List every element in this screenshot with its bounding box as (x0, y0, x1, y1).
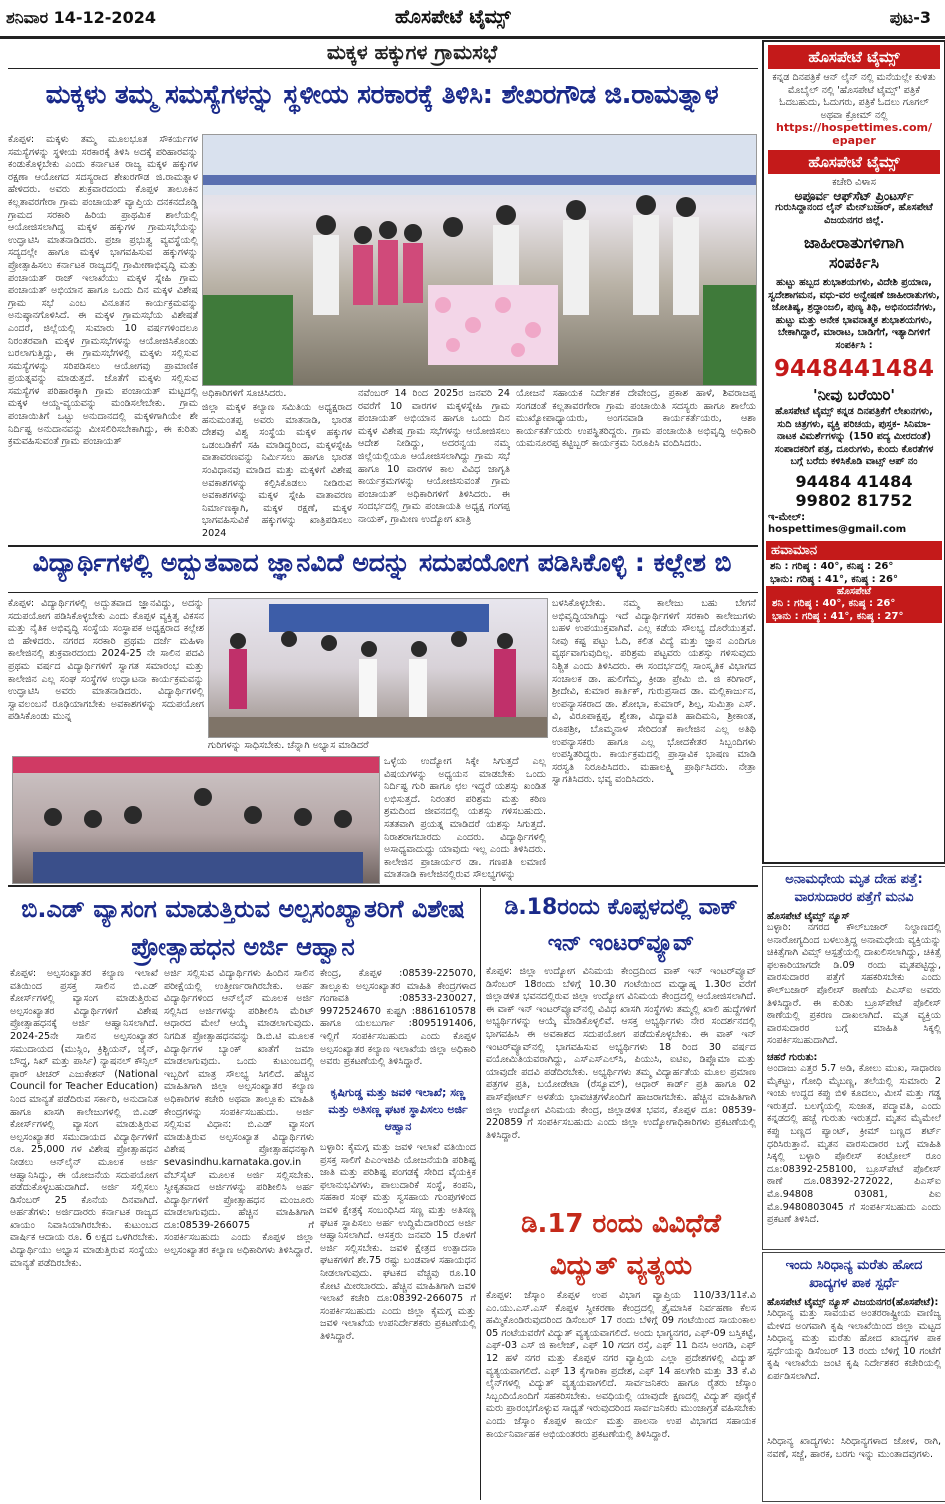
millets-box (762, 1252, 945, 1502)
ads-subheading: ಸಂಪರ್ಕಿಸಿ (828, 253, 880, 272)
unclaimed-box (762, 866, 945, 1250)
story1-photo (202, 134, 757, 386)
story1-col4: ಯೋಜನೆ ಸಹಾಯಕ ನಿರ್ದೇಶಕ ದೇವೇಂದ್ರ, ಪ್ರಕಾಶ ಹಾಳೆ, ಶಿವರಾಜಪ್ಪ ಸಂಗಡಂತೆ ಕಲ್ಲತಾವರಗೇರಾ ಗ್ರಾಮ ಪಂಚಾಯಿತಿ ಸದಸ್ಯರು ಹಾಗೂ ಶಾಲೆಯ ಮುಖ್ಯೋಪಾಧ್ಯಾಯರು, ಅಂಗನವಾಡಿ ಕಾರ್ಯಕರ್ತೆಯರು, ಆಶಾ ಕಾರ್ಯಕರ್ತೆಯರು ಉಪಸ್ಥಿತರಿದ್ದರು. ಗ್ರಾಮ ಪಂಚಾಯಿತಿ ಅಭಿವೃದ್ಧಿ ಅಧಿಕಾರಿ ಯಮನೂರಪ್ಪ ಕಟ್ಟಿಬ್ಬರ್ ಕಾರ್ಯಕ್ರಮ ನಿರೂಪಿಸಿ ವಂದಿಸಿದರು. (516, 388, 756, 450)
story1-caption: ಅಧಿಕಾರಿಗಳಿಗೆ ಸೂಚಿಸಿದರು. (202, 388, 287, 399)
ads-phone: 9448441484 (773, 356, 935, 382)
issue-date: ಶನಿವಾರ 14-12-2024 (6, 8, 156, 27)
story2-photo (208, 598, 548, 738)
divider (8, 592, 758, 593)
office-intro: ಕಚೇರಿ ವಿಳಾಸ (832, 177, 876, 188)
story2-caption: ಗುರಿಗಳನ್ನು ಸಾಧಿಸಬೇಕು. ಚೆನ್ನಾಗಿ ಅಭ್ಯಾಸ ಮಾಡಿದರೆ (208, 740, 369, 751)
millets-tail: ಸಿರಿಧಾನ್ಯ ಖಾದ್ಯಗಳು: ಸಿರಿಧಾನ್ಯಗಳಾದ ಜೋಳ, ರಾಗಿ, ನವಣೆ, ಸಜ್ಜೆ, ಹಾರಕ, ಬರಗು ಇನ್ನು ಮುಂತಾದವುಗಳು. (767, 1436, 941, 1460)
ads-heading: ಜಾಹೀರಾತುಗಳಿಗಾಗಿ (803, 233, 905, 252)
story3-col1: ಕೊಪ್ಪಳ: ಅಲ್ಪಸಂಖ್ಯಾತರ ಕಲ್ಯಾಣ ಇಲಾಖೆ ವತಿಯಿಂದ ಪ್ರಸಕ್ತ ಸಾಲಿನ ಬಿ.ಎಡ್ ಕೋರ್ಸ್‌ಗಳಲ್ಲಿ ವ್ಯಾಸಂಗ ಮಾಡುತ್ತಿರುವ ಅಲ್ಪಸಂಖ್ಯಾತರ ವಿದ್ಯಾರ್ಥಿಗಳಿಗೆ ವಿಶೇಷ ಪ್ರೋತ್ಸಾಹಧನಕ್ಕೆ ಅರ್ಜಿ ಆಹ್ವಾನಿಸಲಾಗಿದೆ. 2024-25ನೇ ಸಾಲಿನ ಅಲ್ಪಸಂಖ್ಯಾತರ ಸಮುದಾಯದ (ಮುಸ್ಲಿಂ, ಕ್ರಿಶ್ಚಿಯನ್, ಜೈನ್, ಬೌದ್ಧ, ಸಿಖ್ ಮತ್ತು ಪಾರ್ಸಿ) ನ್ಯಾಷನಲ್ ಕೌನ್ಸಿಲ್ ಫಾರ್ ಟೀಚರ್ ಎಜುಕೇಶನ್ (National Council for Teacher Education) ನಿಂದ ಮಾನ್ಯತೆ ಪಡೆದಿರುವ ಸರ್ಕಾರಿ, ಅನುದಾನಿತ ಹಾಗೂ ಖಾಸಗಿ ಕಾಲೇಜುಗಳಲ್ಲಿ ಬಿ.ಎಡ್ ಕೋರ್ಸ್‌ಗಳಲ್ಲಿ ವ್ಯಾಸಂಗ ಮಾಡುತ್ತಿರುವ ಅಲ್ಪಸಂಖ್ಯಾತರ ಸಮುದಾಯದ ವಿದ್ಯಾರ್ಥಿಗಳಿಗೆ ರೂ. 25,000 ಗಳ ವಿಶೇಷ ಪ್ರೋತ್ಸಾಹಧನ ನೀಡಲು ಆನ್‌ಲೈನ್ ಮೂಲಕ ಅರ್ಜಿ ಆಹ್ವಾನಿಸಿದ್ದು, ಈ ಯೋಜನೆಯ ಸದುಪಯೋಗ ಪಡೆದುಕೊಳ್ಳಬಹುದಾಗಿದೆ. ಅರ್ಜಿ ಸಲ್ಲಿಸಲು ಡಿಸೆಂಬರ್ 25 ಕೊನೆಯ ದಿನವಾಗಿದೆ. ಅರ್ಹತೆಗಳು: ಅರ್ಜಿದಾರರು ಕರ್ನಾಟಕ ರಾಜ್ಯದ ಖಾಯಂ ನಿವಾಸಿಯಾಗಿರಬೇಕು. ಕುಟುಂಬದ ವಾರ್ಷಿಕ ಆದಾಯ ರೂ. 6 ಲಕ್ಷದ ಒಳಗಿರಬೇಕು. ವಿದ್ಯಾರ್ಥಿಯು ಅಭ್ಯಾಸ ಮಾಡುತ್ತಿರುವ ಸಂಸ್ಥೆಯು ಮಾನ್ಯತೆ ಪಡೆದಿರಬೇಕು. (10, 968, 158, 1269)
divider (8, 885, 758, 887)
press-name: ಅಪೂರ್ವ ಆಫ್‌ಸೆಟ್ ಪ್ರಿಂಟರ್ಸ್ (794, 188, 914, 203)
story3b-body: ಬಳ್ಳಾರಿ: ಕೈಮಗ್ಗ ಮತ್ತು ಜವಳಿ ಇಲಾಖೆ ವತಿಯಿಂದ ಪ್ರಸಕ್ತ ಸಾಲಿಗೆ ಪಿಎಂಇಜಿಪಿ ಯೋಜನೆಯಡಿ ಪರಿಶಿಷ್ಟ ಜಾತಿ ಮತ್ತು ಪರಿಶಿಷ್ಟ ಪಂಗಡಕ್ಕೆ ಸೇರಿದ ವೈಯಕ್ತಿಕ ಫಲಾನುಭವಿಗಳು, ಪಾಲುದಾರಿಕೆ ಸಂಸ್ಥೆ, ಕಂಪನಿ, ಸಹಕಾರ ಸಂಘ ಮತ್ತು ಸ್ವಸಹಾಯ ಗುಂಪುಗಳಿಂದ ಜವಳಿ ಕ್ಷೇತ್ರಕ್ಕೆ ಸಂಬಂಧಿಸಿದ ಸಣ್ಣ ಮತ್ತು ಅತಿಸಣ್ಣ ಘಟಕ ಸ್ಥಾಪಿಸಲು ಅರ್ಹ ಉದ್ದಿಮೆದಾರರಿಂದ ಅರ್ಜಿ ಆಹ್ವಾನಿಸಲಾಗಿದೆ. ಆಸಕ್ತರು ಜನವರಿ 15 ರೊಳಗೆ ಅರ್ಜಿ ಸಲ್ಲಿಸಬೇಕು. ಜವಳಿ ಕ್ಷೇತ್ರದ ಉತ್ಪಾದನಾ ಘಟಕಗಳಿಗೆ ಶೇ.75 ರಷ್ಟು ಬಂಡವಾಳ ಸಹಾಯಧನ ನೀಡಲಾಗುವುದು. ಘಟಕದ ವೆಚ್ಚವು ರೂ.10 ಕೋಟಿ ಮೀರಬಾರದು. ಹೆಚ್ಚಿನ ಮಾಹಿತಿಗಾಗಿ ಜವಳಿ ಇಲಾಖೆ ಕಚೇರಿ ದೂ:08392-266075 ಗೆ ಸಂಪರ್ಕಿಸಬಹುದು ಎಂದು ಜಿಲ್ಲಾ ಕೈಮಗ್ಗ ಮತ್ತು ಜವಳಿ ಇಲಾಖೆಯ ಉಪನಿರ್ದೇಶಕರು ಪ್ರಕಟಣೆಯಲ್ಲಿ ತಿಳಿಸಿದ್ದಾರೆ. (320, 1142, 476, 1342)
story1-photo-art (203, 135, 756, 385)
weather-city: ಹೊಸಪೇಟೆ (766, 586, 942, 597)
weather-row: ಭಾನು: ಗರಿಷ್ಠ : 41°, ಕನಿಷ್ಠ : 26° (770, 573, 898, 585)
story3-col2: ಅರ್ಜಿ ಸಲ್ಲಿಸುವ ವಿದ್ಯಾರ್ಥಿಗಳು ಹಿಂದಿನ ಸಾಲಿನ ಪರೀಕ್ಷೆಯಲ್ಲಿ ಉತ್ತೀರ್ಣರಾಗಿರಬೇಕು. ಅರ್ಹ ವಿದ್ಯಾರ್ಥಿಗಳಿಂದ ಆನ್‌ಲೈನ್ ಮೂಲಕ ಅರ್ಜಿ ಸಲ್ಲಿಸಿದ ಅರ್ಜಿಗಳನ್ನು ಪರಿಶೀಲಿಸಿ ಮೆರಿಟ್ ಆಧಾರದ ಮೇಲೆ ಆಯ್ಕೆ ಮಾಡಲಾಗುವುದು. ನಿಗದಿತ ಪ್ರೋತ್ಸಾಹಧನವನ್ನು ಡಿ.ಬಿ.ಟಿ ಮೂಲಕ ವಿದ್ಯಾರ್ಥಿಗಳ ಬ್ಯಾಂಕ್ ಖಾತೆಗೆ ಜಮಾ ಮಾಡಲಾಗುವುದು. ಒಂದು ಕುಟುಂಬದಲ್ಲಿ ಇಬ್ಬರಿಗೆ ಮಾತ್ರ ಸೌಲಭ್ಯ ಸಿಗಲಿದೆ. ಹೆಚ್ಚಿನ ಮಾಹಿತಿಗಾಗಿ ಜಿಲ್ಲಾ ಅಲ್ಪಸಂಖ್ಯಾತರ ಕಲ್ಯಾಣ ಅಧಿಕಾರಿಗಳ ಕಚೇರಿ ಅಥವಾ ತಾಲ್ಲೂಕು ಮಾಹಿತಿ ಕೇಂದ್ರಗಳನ್ನು ಸಂಪರ್ಕಿಸಬಹುದು. ಅರ್ಜಿ ಸಲ್ಲಿಸುವ ವಿಧಾನ: ಬಿ.ಎಡ್ ವ್ಯಾಸಂಗ ಮಾಡುತ್ತಿರುವ ಅಲ್ಪಸಂಖ್ಯಾತ ವಿದ್ಯಾರ್ಥಿಗಳು ವಿಶೇಷ ಪ್ರೋತ್ಸಾಹಧನಕ್ಕಾಗಿ sevasindhu.karnataka.gov.in ವೆಬ್‌ಸೈಟ್ ಮೂಲಕ ಅರ್ಜಿ ಸಲ್ಲಿಸಬೇಕು. ಸ್ವೀಕೃತವಾದ ಅರ್ಜಿಗಳನ್ನು ಪರಿಶೀಲಿಸಿ ಅರ್ಹ ವಿದ್ಯಾರ್ಥಿಗಳಿಗೆ ಪ್ರೋತ್ಸಾಹಧನ ಮಂಜೂರು ಮಾಡಲಾಗುವುದು. ಹೆಚ್ಚಿನ ಮಾಹಿತಿಗಾಗಿ ದೂ:08539-266075 ಗೆ ಸಂಪರ್ಕಿಸಬಹುದು ಎಂದು ಕೊಪ್ಪಳ ಜಿಲ್ಲಾ ಅಲ್ಪಸಂಖ್ಯಾತರ ಕಲ್ಯಾಣ ಅಧಿಕಾರಿಗಳು ತಿಳಿಸಿದ್ದಾರೆ. (164, 968, 314, 1257)
weather-row: ಶನಿ : ಗರಿಷ್ಠ : 40°, ಕನಿಷ್ಠ : 26° (770, 560, 894, 572)
email-label: ಇ-ಮೇಲ್: (768, 511, 806, 523)
page-number: ಪುಟ-3 (889, 8, 931, 27)
sidebar-banner-1: ಹೊಸಪೇಟೆ ಟೈಮ್ಸ್ (768, 45, 940, 69)
story5-body: ಕೊಪ್ಪಳ: ಜೆಸ್ಕಾಂ ಕೊಪ್ಪಳ ಉಪ ವಿಭಾಗ ವ್ಯಾಪ್ತಿಯ 110/33/11ಕೆ.ವಿ ಎಂ.ಯು.ಎಸ್.ಎಸ್ ಕೊಪ್ಪಳ ಸ್ವೀಕರಣಾ ಕೇಂದ್ರದಲ್ಲಿ ತ್ರೈಮಾಸಿಕ ನಿರ್ವಹಣಾ ಕೆಲಸ ಹಮ್ಮಿಕೊಂಡಿರುವುದರಿಂದ ಡಿಸೆಂಬರ್ 17 ರಂದು ಬೆಳಿಗ್ಗೆ 09 ಗಂಟೆಯಿಂದ ಸಾಯಂಕಾಲ 05 ಗಂಟೆಯವರೆಗೆ ವಿದ್ಯುತ್ ವ್ಯತ್ಯಯವಾಗಲಿದೆ. ಅಂದು ಭಾಗ್ಯನಗರ, ಎಫ್-09 ಬಸ್ತಿಕಟ್ಟೆ, ಎಫ್-03 ಎಸ್ ಜಿ ಕಾಲೇಜ್, ಎಫ್ 10 ಗದಗ ರಸ್ತೆ, ಎಫ್ 11 ದಿನಸಿ ಅಂಗಡಿ, ಎಫ್ 12 ಹಳೆ ನಗರ ಮತ್ತು ಕೊಪ್ಪಳ ನಗರ ವ್ಯಾಪ್ತಿಯ ಎಲ್ಲಾ ಪ್ರದೇಶಗಳಲ್ಲಿ ವಿದ್ಯುತ್ ವ್ಯತ್ಯಯವಾಗಲಿದೆ. ಎಫ್ 13 ಕೈಗಾರಿಕಾ ಪ್ರದೇಶ, ಎಫ್ 14 ಹಲಗೇರಿ ಮತ್ತು 33 ಕೆ.ವಿ ಲೈನ್‌ಗಳಲ್ಲಿ ವಿದ್ಯುತ್ ವ್ಯತ್ಯಯವಾಗಲಿದೆ. ಸಾರ್ವಜನಿಕರು ಹಾಗೂ ರೈತರು ಜೆಸ್ಕಾಂ ಸಿಬ್ಬಂದಿಯೊಂದಿಗೆ ಸಹಕರಿಸಬೇಕು. ಅವಧಿಯಲ್ಲಿ ಯಾವುದೇ ಕ್ಷಣದಲ್ಲಿ ವಿದ್ಯುತ್ ಪೂರೈಕೆ ಮರು ಪ್ರಾರಂಭಗೊಳ್ಳುವ ಸಾಧ್ಯತೆ ಇರುವುದರಿಂದ ಸಾರ್ವಜನಿಕರು ಮುಂಜಾಗ್ರತೆ ವಹಿಸಬೇಕು ಎಂದು ಜೆಸ್ಕಾಂ ಕೊಪ್ಪಳ ಕಾರ್ಯ ಮತ್ತು ಪಾಲನಾ ಉಪ ವಿಭಾಗದ ಸಹಾಯಕ ಕಾರ್ಯನಿರ್ವಾಹಕ ಅಭಿಯಂತರರು ಪ್ರಕಟಣೆಯಲ್ಲಿ ತಿಳಿಸಿದ್ದಾರೆ. (486, 1290, 756, 1440)
story1-col3: ನವೆಂಬರ್ 14 ರಿಂದ 2025ರ ಜನವರಿ 24 ರವರೆಗೆ 10 ವಾರಗಳ ಮಕ್ಕಳಸ್ನೇಹಿ ಗ್ರಾಮ ಪಂಚಾಯತ್ ಅಭಿಯಾನ ಹಾಗೂ ಒಂದು ದಿನ ಮಕ್ಕಳ ವಿಶೇಷ ಗ್ರಾಮ ಸಭೆಗಳನ್ನು ಆಯೋಜಿಸಲು ಆದೇಶ ನೀಡಿದ್ದು, ಅದರನ್ವಯ ನಮ್ಮ ಜಿಲ್ಲೆಯಲ್ಲಿಯೂ ಆಯೋಜಿಸಲಾಗಿದ್ದು ಗ್ರಾಮ ಸಭೆ ಹಾಗೂ 10 ವಾರಗಳ ಕಾಲ ವಿವಿಧ ಜಾಗೃತಿ ಕಾರ್ಯಕ್ರಮಗಳನ್ನು ಆಯೋಜಿಸುವಂತೆ ಗ್ರಾಮ ಪಂಚಾಯತ್ ಅಧಿಕಾರಿಗಳಿಗೆ ತಿಳಿಸಿದರು. ಈ ಸಂದರ್ಭದಲ್ಲಿ ಗ್ರಾಮ ಪಂಚಾಯತಿ ಅಧ್ಯಕ್ಷ ಗಂಗಪ್ಪ ನಾಯಕ್, ಗ್ರಾಮೀಣ ಉದ್ಯೋಗ ಖಾತ್ರಿ (358, 388, 510, 525)
story2-photo-art (209, 599, 547, 737)
writers-slogan: 'ನೀವು ಬರೆಯಿರಿ' (812, 386, 895, 404)
unclaimed-body: ಬಳ್ಳಾರಿ: ನಗರದ ಕೌಲ್‌ಬಜಾರ್ ನಿಲ್ದಾಣದಲ್ಲಿ ಅನಾರೋಗ್ಯದಿಂದ ಬಳಲುತ್ತಿದ್ದ ಅನಾಮಧೇಯ ವ್ಯಕ್ತಿಯನ್ನು ಚಿಕಿತ್ಸೆಗಾಗಿ ವಿಮ್ಸ್ ಆಸ್ಪತ್ರೆಯಲ್ಲಿ ದಾಖಲಿಸಲಾಗಿದ್ದು, ಚಿಕಿತ್ಸೆ ಫಲಕಾರಿಯಾಗದೇ ಡಿ.09 ರಂದು ಮೃತಪಟ್ಟಿದ್ದು, ವಾರಸುದಾರರ ಪತ್ತೆಗೆ ಸಹಕರಿಸಬೇಕು ಎಂದು ಕೌಲ್‌ಬಜಾರ್ ಪೊಲೀಸ್ ಠಾಣೆಯ ಪಿಎಸ್‌ಐ ಅವರು ತಿಳಿಸಿದ್ದಾರೆ. ಈ ಕುರಿತು ಬ್ರೂಸ್‌ಪೇಟೆ ಪೊಲೀಸ್ ಠಾಣೆಯಲ್ಲಿ ಪ್ರಕರಣ ದಾಖಲಾಗಿದೆ. ಮೃತ ವ್ಯಕ್ತಿಯ ವಾರಸುದಾರರ ಬಗ್ಗೆ ಮಾಹಿತಿ ಸಿಕ್ಕಲ್ಲಿ ಸಂಪರ್ಕಿಸಬಹುದಾಗಿದೆ. (767, 922, 941, 1047)
unclaimed-marks: ಅಂದಾಜು ಎತ್ತರ 5.7 ಅಡಿ, ಕೋಲು ಮುಖ, ಸಾಧಾರಣ ಮೈಕಟ್ಟು, ಗೋಧಿ ಮೈಬಣ್ಣ, ತಲೆಯಲ್ಲಿ ಸುಮಾರು 2 ಇಂಚು ಉದ್ದದ ಕಪ್ಪು ಬಿಳಿ ಕೂದಲು, ಮೀಸೆ ಮತ್ತು ಗಡ್ಡ ಇರುತ್ತದೆ. ಬಲಗೈಯಲ್ಲಿ ಸುಜಾತ, ಪದ್ಮಾವತಿ, ಎಂದು ಕನ್ನಡದಲ್ಲಿ ಹಚ್ಚೆ ಗುರುತು ಇರುತ್ತದೆ. ಮೃತನ ಮೈಮೇಲೆ ಕಪ್ಪು ಬಣ್ಣದ ಪ್ಯಾಂಟ್, ಕ್ರೀಮ್ ಬಣ್ಣದ ಶರ್ಟ್ ಧರಿಸಿರುತ್ತಾನೆ. ಮೃತನ ವಾರಸುದಾರರ ಬಗ್ಗೆ ಮಾಹಿತಿ ಸಿಕ್ಕಲ್ಲಿ ಬಳ್ಳಾರಿ ಪೊಲೀಸ್ ಕಂಟ್ರೋಲ್ ರೂಂ ದೂ:08392-258100, ಬ್ರೂಸ್‌ಪೇಟೆ ಪೊಲೀಸ್ ಠಾಣೆ ದೂ.08392-272022, ಪಿಎಸ್‌ಐ ಮೊ.94808 03081, ಪಿಐ ಮೊ.9480803045 ಗೆ ಸಂಪರ್ಕಿಸಬಹುದು ಎಂದು ಪ್ರಕಟಣೆ ತಿಳಿಸಿದೆ. (767, 1063, 941, 1226)
email-address[interactable]: hospettimes@gmail.com (768, 524, 907, 535)
story2-photo-hall (12, 756, 380, 884)
story2-col3: ಬಳಸಿಕೊಳ್ಳಬೇಕು. ನಮ್ಮ ಕಾಲೇಜು ಬಹು ಬೇಗನೆ ಅಭಿವೃದ್ಧಿಯಾಗಿದ್ದು ಇದೆ ವಿದ್ಯಾರ್ಥಿಗಳಿಗೆ ಸರಕಾರಿ ಕಾಲೇಜುಗಳು ಬಹಳ ಉಪಯುಕ್ತವಾಗಿವೆ. ಎಲ್ಲ ಕಡೆಯ ಸೌಲಭ್ಯ ದೊರೆಯುತ್ತವೆ. ನೀವು ಕಷ್ಟ ಪಟ್ಟು ಓದಿ, ಕಲಿತ ವಿದ್ಯೆ ಮತ್ತು ಜ್ಞಾನ ಎಂದಿಗೂ ವ್ಯರ್ಥವಾಗುವುದಿಲ್ಲ. ಪರಿಶ್ರಮ ಪಟ್ಟವರು ಯಶಸ್ಸು ಗಳಿಸುವುದು ನಿಶ್ಚಿತ ಎಂದು ತಿಳಿಸಿದರು. ಈ ಸಂದರ್ಭದಲ್ಲಿ ಸಾಂಸ್ಕೃತಿಕ ವಿಭಾಗದ ಸಂಚಾಲಕ ಡಾ. ಹುಲಿಗೆಮ್ಮ, ಕ್ರೀಡಾ ಪ್ರೇಮಿ ಬಿ. ಜಿ ಕರಿಗಾರ್, ಶ್ರೀದೇವಿ, ಕುಮಾರ ಕಾರ್ತಿಕ್, ಗುರುಪ್ರಸಾದ ಡಾ. ಮಲ್ಲಿಕಾರ್ಜುನ, ಉಪನ್ಯಾಸಕರಾದ ಡಾ. ಶೋಭಾ, ಕುಮಾರ್, ಶಿಲ್ಪ, ಸುಮಿತ್ರಾ ಎಸ್. ವಿ, ವಿರೂಪಾಕ್ಷಪ್ಪ, ಶ್ವೇತಾ, ವಿದ್ಯಾವತಿ ಹಾದಿಮನಿ, ಶ್ರೀಕಾಂತ, ರೂಪಶ್ರೀ, ಬೊಮ್ಮನಾಳ ಸೇರಿದಂತೆ ಕಾಲೇಜಿನ ಎಲ್ಲ ಅತಿಥಿ ಉಪನ್ಯಾಸಕರು ಹಾಗೂ ಎಲ್ಲ ಭೋದಕೇತರ ಸಿಬ್ಬಂದಿಗಳು ಉಪಸ್ಥಿತರಿದ್ದರು. ಕಾರ್ಯಕ್ರಮದಲ್ಲಿ ಪ್ರಾಸ್ತಾವಿಕ ಭಾಷಣ ಮಾಡಿ ಸರಸ್ವತಿ ನಿರೂಪಿಸಿದರು. ಮಹಾಲಕ್ಷ್ಮಿ ಪ್ರಾರ್ಥಿಸಿದರು. ನೇತ್ರಾ ಸ್ವಾಗತಿಸಿದರು. ಭವ್ಯ ವಂದಿಸಿದರು. (552, 598, 756, 786)
masthead: ಹೊಸಪೇಟೆ ಟೈಮ್ಸ್ (395, 6, 511, 28)
story1-headline: ಮಕ್ಕಳು ತಮ್ಮ ಸಮಸ್ಯೆಗಳನ್ನು ಸ್ಥಳೀಯ ಸರಕಾರಕ್ಕೆ ತಿಳಿಸಿ: ಶೇಖರಗೌಡ ಜಿ.ರಾಮತ್ನಾಳ (45, 80, 719, 110)
column-divider (480, 888, 481, 1500)
millets-body: ಸಿರಿಧಾನ್ಯ ಮತ್ತು ಸಾವಯವ ಅಂತರರಾಷ್ಟ್ರೀಯ ವಾಣಿಜ್ಯ ಮೇಳದ ಅಂಗವಾಗಿ ಕೃಷಿ ಇಲಾಖೆಯಿಂದ ಜಿಲ್ಲಾ ಮಟ್ಟದ ಸಿರಿಧಾನ್ಯ ಮತ್ತು ಮರೆತು ಹೋದ ಖಾದ್ಯಗಳ ಪಾಕ ಸ್ಪರ್ಧೆಯನ್ನು ಡಿಸೆಂಬರ್ 13 ರಂದು ಬೆಳಿಗ್ಗೆ 10 ಗಂಟೆಗೆ ಕೃಷಿ ಇಲಾಖೆಯ ಜಂಟಿ ಕೃಷಿ ನಿರ್ದೇಶಕರ ಕಚೇರಿಯಲ್ಲಿ ಏರ್ಪಡಿಸಲಾಗಿದೆ. (767, 1308, 941, 1382)
epaper-link[interactable]: https://hospettimes.com/ epaper (776, 121, 932, 147)
unclaimed-byline: ಹೊಸಪೇಟೆ ಟೈಮ್ಸ್ ನ್ಯೂಸ್ (767, 911, 850, 922)
press-address: ಗುರುಸಿದ್ದಾನಂದ ಲೈನ್ ಮೇನ್‌ಬಜಾರ್, ಹೊಸಪೇಟೆ ವಿಜಯನಗರ ಜಿಲ್ಲೆ. (775, 202, 933, 226)
story1-col2: ಜಿಲ್ಲಾ ಮಕ್ಕಳ ಕಲ್ಯಾಣ ಸಮಿತಿಯ ಅಧ್ಯಕ್ಷರಾದ ಹನುಮಂತಪ್ಪ ಅವರು ಮಾತನಾಡಿ, ಭಾರತ ದೇಶವು ವಿಶ್ವ ಸಂಸ್ಥೆಯ ಮಕ್ಕಳ ಹಕ್ಕುಗಳ ಒಡಂಬಡಿಕೆಗೆ ಸಹಿ ಮಾಡಿದ್ದರಿಂದ, ಮಕ್ಕಳಸ್ನೇಹಿ ವಾತಾವರಣವನ್ನು ನಿರ್ಮಿಸಲು ಹಾಗೂ ಭಾರತ ಸಂವಿಧಾನವು ಮಾಡಿದ ಮತ್ತು ಮಕ್ಕಳಿಗೆ ವಿಶೇಷ ಅವಕಾಶಗಳನ್ನು ಕಲ್ಪಿಸಿಕೊಡಲು ನೀಡಿರುವ ಅವಕಾಶಗಳನ್ನು ಮಕ್ಕಳ ಸ್ನೇಹಿ ವಾತಾವರಣ ನಿರ್ಮಾಣಕ್ಕಾಗಿ, ಮಕ್ಕಳ ರಕ್ಷಣೆ, ಮಕ್ಕಳ ಭಾಗವಹಿಸುವಿಕೆ ಹಕ್ಕುಗಳನ್ನು ಖಾತ್ರಿಪಡಿಸಲು 2024 (202, 402, 352, 539)
story1-col1: ಕೊಪ್ಪಳ: ಮಕ್ಕಳು ತಮ್ಮ ಮೂಲಭೂತ ಸೌಕರ್ಯಗಳ ಸಮಸ್ಯೆಗಳನ್ನು ಸ್ಥಳೀಯ ಸರಕಾರಕ್ಕೆ ತಿಳಿಸಿ ಅದಕ್ಕೆ ಪರಿಹಾರವನ್ನು ಕಂಡುಕೊಳ್ಳಬೇಕು ಎಂದು ಕರ್ನಾಟಕ ರಾಜ್ಯ ಮಕ್ಕಳ ಹಕ್ಕುಗಳ ರಕ್ಷಣಾ ಆಯೋಗದ ಸದಸ್ಯರಾದ ಶೇಖರಗೌಡ ಜಿ.ರಾಮತ್ನಾಳ ಹೇಳಿದರು. ಅವರು ಶುಕ್ರವಾರದಂದು ಕೊಪ್ಪಳ ತಾಲೂಕಿನ ಕಲ್ಲತಾವರಗೇರಾ ಗ್ರಾಮ ಪಂಚಾಯತ್ ವ್ಯಾಪ್ತಿಯ ದನಕನದೊಡ್ಡಿ ಗ್ರಾಮದ ಸರಕಾರಿ ಹಿರಿಯ ಪ್ರಾಥಮಿಕ ಶಾಲೆಯಲ್ಲಿ ಆಯೋಜಿಸಲಾಗಿದ್ದ ಮಕ್ಕಳ ಹಕ್ಕುಗಳ ಗ್ರಾಮಸಭೆಯನ್ನು ಉದ್ಘಾಟಿಸಿ ಮಾತನಾಡಿದರು. ಪ್ರಜಾ ಪ್ರಭುತ್ವ ವ್ಯವಸ್ಥೆಯಲ್ಲಿ ಸದ್ಯದಲ್ಲೇ ಹಾಗೂ ಮಕ್ಕಳ ಭಾಗವಹಿಸುವ ಹಕ್ಕುಗಳನ್ನು ಪ್ರೋತ್ಸಾಹಿಸಲು ಕರ್ನಾಟಕ ರಾಜ್ಯದಲ್ಲಿ ಗ್ರಾಮೀಣಾಭಿವೃದ್ಧಿ ಮತ್ತು ಪಂಚಾಯತ್ ರಾಜ್ ಇಲಾಖೆಯು ಮಕ್ಕಳ ಸ್ನೇಹಿ ಗ್ರಾಮ ಪಂಚಾಯತ್ ಅಭಿಯಾನ ಹಾಗೂ ಒಂದು ದಿನ ಮಕ್ಕಳ ವಿಶೇಷ ಗ್ರಾಮ ಸಭೆ ಎಂಬ ವಿನೂತನ ಕಾರ್ಯಕ್ರಮವನ್ನು ಅನುಷ್ಠಾನಗೊಳಿಸಿದೆ. ಈ ಮಕ್ಕಳ ಗ್ರಾಮಸಭೆಯ ವಿಶೇಷತೆ ಎಂದರೆ, ಜಿಲ್ಲೆಯಲ್ಲಿ ಸುಮಾರು 10 ವರ್ಷಗಳಿಂದಲೂ ನಿರಂತರವಾಗಿ ಮಕ್ಕಳ ಗ್ರಾಮಸಭೆಗಳನ್ನು ಆಯೋಜಿಸಿಕೊಂಡು ಬರಲಾಗುತ್ತಿದ್ದು, ಈ ಗ್ರಾಮಸಭೆಗಳಲ್ಲಿ ಮಕ್ಕಳು ಸಲ್ಲಿಸುವ ಸಮಸ್ಯೆಗಳನ್ನು ಸರಿಪಡಿಸಲು ಆಯೋಗವು ಪ್ರಾಮಾಣಿಕ ಪ್ರಯತ್ನವನ್ನು ಮಾಡುತ್ತದೆ. ಜೊತೆಗೆ ಮಕ್ಕಳು ಸಲ್ಲಿಸುವ ಸಮಸ್ಯೆಗಳ ಪರಿಹಾರಕ್ಕಾಗಿ ಗ್ರಾಮ ಪಂಚಾಯತ್ ಮಟ್ಟದಲ್ಲಿ ಮಕ್ಕಳ ಆಯ್ದ-ವ್ಯಯವನ್ನು ಮಂಡಿಸಲೇಬೇಕು. ಗ್ರಾಮ ಪಂಚಾಯಿತಿಗೆ ಒಟ್ಟು ಅನುದಾನದಲ್ಲಿ ಮಕ್ಕಳಿಗಾಗಿಯೇ ಶೇ ನಿರ್ದಿಷ್ಟ ಅನುದಾನವನ್ನು ಮೀಸಲಿರಿಸಬೇಕಾಗಿದ್ದು, ಈ ಕುರಿತು ಕ್ರಮವಹಿಸುವಂತೆ ಗ್ರಾಮ ಪಂಚಾಯತ್ (8, 134, 198, 448)
weather-row: ಭಾನು : ಗರಿಷ್ಠ : 41°, ಕನಿಷ್ಠ : 27° (766, 610, 942, 623)
sidebar-banner-2: ಹೊಸಪೇಟೆ ಟೈಮ್ಸ್ (768, 150, 940, 174)
divider (8, 68, 758, 69)
story4-headline: ಡಿ.18ರಂದು ಕೊಪ್ಪಳದಲ್ಲಿ ವಾಕ್ ಇನ್ ಇಂಟರ್‌ವ್ಯೂವ್ (504, 895, 738, 956)
story5-headline: ಡಿ.17 ರಂದು ವಿವಿಧೆಡೆ ವಿದ್ಯುತ್ ವ್ಯತ್ಯಯ (521, 1209, 721, 1281)
writers-text: ಹೊಸಪೇಟೆ ಟೈಮ್ಸ್ ಕನ್ನಡ ದಿನಪತ್ರಿಕೆಗೆ ಲೇಖನಗಳು, ಸುದಿ ಚಿತ್ರಗಳು, ವ್ಯಕ್ತಿ ಪರಿಚಯ, ಪುಸ್ತಕ- ಸಿನಿಮಾ-ನಾಟಕ ವಿಮರ್ಶೆಗಳನ್ನು (150 ಪದ್ಯ ಮೀರದಂತೆ) ಸಂಪಾದಕರಿಗೆ ಪತ್ರ, ದೂರುಗಳು, ಕುಂದು ಕೊರತೆಗಳ ಬಗ್ಗೆ ಬರೆದು ಕಳಿಸಿಕೊಡಿ ವಾಟ್ಸ್ ಆಪ್ ನಂ (774, 406, 934, 467)
story2-photo-hall-art (13, 757, 379, 883)
story3b-headline: ಕೃಷಿಗುಡ್ಡ ಮತ್ತು ಜವಳಿ ಇಲಾಖೆ; ಸಣ್ಣ ಮತ್ತು ಅತಿಸಣ್ಣ ಘಟಕ ಸ್ಥಾಪಿಸಲು ಅರ್ಜಿ ಆಹ್ವಾನ (328, 1086, 468, 1133)
story4-body: ಕೊಪ್ಪಳ: ಜಿಲ್ಲಾ ಉದ್ಯೋಗ ವಿನಿಮಯ ಕೇಂದ್ರದಿಂದ ವಾಕ್ ಇನ್ ಇಂಟರ್‌ವ್ಯೂವ್ ಡಿಸೆಂಬರ್ 18ರಂದು ಬೆಳಿಗ್ಗೆ 10.30 ಗಂಟೆಯಿಂದ ಮಧ್ಯಾಹ್ನ 1.30ರ ವರೆಗೆ ಜಿಲ್ಲಾಡಳಿತ ಭವನದಲ್ಲಿರುವ ಜಿಲ್ಲಾ ಉದ್ಯೋಗ ವಿನಿಮಯ ಕೇಂದ್ರದಲ್ಲಿ ಆಯೋಜಿಸಲಾಗಿದೆ. ಈ ವಾಕ್ ಇನ್ ಇಂಟರ್‌ವ್ಯೂವ್‌ನಲ್ಲಿ ವಿವಿಧ ಖಾಸಗಿ ಸಂಸ್ಥೆಗಳು ತಮ್ಮಲ್ಲಿ ಖಾಲಿ ಹುದ್ದೆಗಳಿಗೆ ಅಭ್ಯರ್ಥಿಗಳನ್ನು ಆಯ್ಕೆ ಮಾಡಿಕೊಳ್ಳಲಿವೆ. ಆಸಕ್ತ ಅಭ್ಯರ್ಥಿಗಳು ನೇರ ಸಂದರ್ಶನದಲ್ಲಿ ಭಾಗವಹಿಸಿ ಈ ಅವಕಾಶದ ಸದುಪಯೋಗ ಪಡೆದುಕೊಳ್ಳಬೇಕು. ಈ ವಾಕ್ ಇನ್ ಇಂಟರ್‌ವ್ಯೂವ್‌ನಲ್ಲಿ ಭಾಗವಹಿಸುವ ಅಭ್ಯರ್ಥಿಗಳು 18 ರಿಂದ 30 ವರ್ಷದ ವಯೋಮಿತಿಯವರಾಗಿದ್ದು, ಎಸ್‌ಎಸ್‌ಎಲ್‌ಸಿ, ಪಿಯುಸಿ, ಐಟಿಐ, ಡಿಪ್ಲೊಮಾ ಮತ್ತು ಯಾವುದೇ ಪದವಿ ಪಡೆದಿರಬೇಕು. ಅಭ್ಯರ್ಥಿಗಳು ತಮ್ಮ ವಿದ್ಯಾರ್ಹತೆಯ ಮೂಲ ಪ್ರಮಾಣ ಪತ್ರಗಳ ಪ್ರತಿ, ಬಯೋಡೇಟಾ (ರೆಸ್ಯೂಮ್), ಆಧಾರ್ ಕಾರ್ಡ್ ಪ್ರತಿ ಹಾಗೂ 02 ಪಾಸ್‌ಪೋರ್ಟ್ ಅಳತೆಯ ಭಾವಚಿತ್ರಗಳೊಂದಿಗೆ ಹಾಜರಾಗಬೇಕು. ಹೆಚ್ಚಿನ ಮಾಹಿತಿಗಾಗಿ ಜಿಲ್ಲಾ ಉದ್ಯೋಗ ವಿನಿಮಯ ಕೇಂದ್ರ, ಜಿಲ್ಲಾಡಳಿತ ಭವನ, ಕೊಪ್ಪಳ ದೂ: 08539-220859 ಗೆ ಸಂಪರ್ಕಿಸಬಹುದು ಎಂದು ಜಿಲ್ಲಾ ಉದ್ಯೋಗಾಧಿಕಾರಿಗಳು ಪ್ರಕಟಣೆಯಲ್ಲಿ ತಿಳಿಸಿದ್ದಾರೆ. (486, 966, 756, 1141)
millets-byline: ಹೊಸಪೇಟೆ ಟೈಮ್ಸ್ ನ್ಯೂಸ್ ವಿಜಯನಗರ(ಹೊಸಪೇಟೆ): (767, 1297, 939, 1308)
story2-col1: ಕೊಪ್ಪಳ: ವಿದ್ಯಾರ್ಥಿಗಳಲ್ಲಿ ಅದ್ಬುತವಾದ ಜ್ಞಾನವಿದ್ದು, ಅದನ್ನು ಸದುಪಯೋಗ ಪಡಿಸಿಕೊಳ್ಳಬೇಕು ಎಂದು ಕೊಪ್ಪಳ ವ್ಯಕ್ತಿತ್ವ ವಿಕಸನ ಮತ್ತು ನೈತಿಕ ಅಭಿವೃದ್ಧಿ ಸಂಸ್ಥೆಯ ಸಂಸ್ಥಾಪಕ ಅಧ್ಯಕ್ಷರಾದ ಕಲ್ಲೇಶ ಬಿ ಹೇಳಿದರು. ನಗರದ ಸರಕಾರಿ ಪ್ರಥಮ ದರ್ಜೆ ಮಹಿಳಾ ಕಾಲೇಜಿನಲ್ಲಿ ಶುಕ್ರವಾರದಂದು 2024-25 ನೇ ಸಾಲಿನ ಪದವಿ ಪ್ರಥಮ ವರ್ಷದ ವಿದ್ಯಾರ್ಥಿಗಳಿಗೆ ಸ್ವಾಗತ ಸಮಾರಂಭ ಮತ್ತು ಕಾಲೇಜಿನ ಎಲ್ಲ ಸಂಘ ಸಂಸ್ಥೆಗಳ ಉದ್ಘಾಟನಾ ಕಾರ್ಯಕ್ರಮವನ್ನು ಉದ್ಘಾಟಿಸಿ ಅವರು ಮಾತನಾಡಿದರು. ವಿದ್ಯಾರ್ಥಿಗಳಲ್ಲಿ ಸ್ವಾವಲಂಬನೆ ರೂಢಿಯಾಗಬೇಕು ಅವಕಾಶಗಳನ್ನು ಸದುಪಯೋಗ ಪಡಿಸಿಕೊಂಡು ಮುನ್ನ (8, 598, 204, 723)
unclaimed-marks-label: ಚಹರೆ ಗುರುತು: (767, 1052, 818, 1063)
story3-headline: ಬಿ.ಎಡ್ ವ್ಯಾಸಂಗ ಮಾಡುತ್ತಿರುವ ಅಲ್ಪಸಂಖ್ಯಾತರಿಗೆ ವಿಶೇಷ ಪ್ರೋತ್ಸಾಹಧನ ಅರ್ಜಿ ಆಹ್ವಾನ (21, 895, 465, 961)
sidebar-epaper-text: ಕನ್ನಡ ದಿನಪತ್ರಿಕೆ ಆನ್ ಲೈನ್ ನಲ್ಲಿ ಮನೆಯಲ್ಲೇ ಕುಳಿತು ಮೊಬೈಲ್ ನಲ್ಲಿ 'ಹೊಸಪೇಟೆ ಟೈಮ್ಸ್' ಪತ್ರಿಕೆ ಓದಬಹುದು, ಓದುಗರು, ಪತ್ರಿಕೆ ಓದಲು ಗೂಗಲ್ ಅಥವಾ ಕ್ರೋಮ್ ನಲ್ಲಿ (772, 72, 936, 121)
story2-col2: ಒಳ್ಳೆಯ ಉದ್ಯೋಗ ಸಿಕ್ಕೇ ಸಿಗುತ್ತದೆ ಎಲ್ಲ ವಿಷಯಗಳನ್ನು ಅಧ್ಯಯನ ಮಾಡಬೇಕು ಒಂದು ನಿರ್ದಿಷ್ಟ ಗುರಿ ಹಾಗೂ ಛಲ ಇದ್ದರೆ ಯಶಸ್ಸು ಖಂಡಿತ ಲಭಿಸುತ್ತದೆ. ನಿರಂತರ ಪರಿಶ್ರಮ ಮತ್ತು ಕಠಿಣ ಶ್ರಮದಿಂದ ಜೀವನದಲ್ಲಿ ಯಶಸ್ಸು ಗಳಿಸಬಹುದು. ಸತತವಾಗಿ ಪ್ರಯತ್ನ ಮಾಡಿದರೆ ಯಶಸ್ಸು ಸಿಗುತ್ತದೆ. ನಿರಾಶರಾಗಬಾರದು ಎಂದರು. ವಿದ್ಯಾರ್ಥಿಗಳಲ್ಲಿ ಅಸಾಧ್ಯವಾದುದ್ದು ಯಾವುದು ಇಲ್ಲ ಎಂದು ತಿಳಿಸಿದರು. ಕಾಲೇಜಿನ ಪ್ರಾಚಾರ್ಯರ ಡಾ. ಗಣಪತಿ ಲಮಾಣಿ ಮಾತನಾಡಿ ಕಾಲೇಜಿನಲ್ಲಿರುವ ಸೌಲಭ್ಯಗಳನ್ನು (384, 756, 546, 881)
weather-title: ಹವಾಮಾನ (766, 541, 942, 560)
story1-kicker: ಮಕ್ಕಳ ಹಕ್ಕುಗಳ ಗ್ರಾಮಸಭೆ (326, 40, 498, 64)
millets-headline: ಇಂದು ಸಿರಿಧಾನ್ಯ ಮರೆತು ಹೋದ ಖಾದ್ಯಗಳ ಪಾಕ ಸ್ಪರ್ಧೆ (785, 1258, 923, 1291)
unclaimed-headline: ಅನಾಮಧೇಯ ಮೃತ ದೇಹ ಪತ್ತೆ: ವಾರಸುದಾರರ ಪತ್ತೆಗೆ ಮನವಿ (785, 872, 923, 905)
sidebar-ad-box (762, 40, 945, 864)
ads-list: ಹುಟ್ಟು ಹಬ್ಬದ ಶುಭಾಶಯಗಳು, ವಿದೇಶಿ ಪ್ರಯಾಣ, ಸ್ವದೇಶಾಗಮನ, ವಧು-ವರ ಅನ್ವೇಷಣೆ ಜಾಹೀರಾತುಗಳು, ಜೋತಿಷ್ಯ, ಶ್ರದ್ಧಾಂಜಲಿ, ಪುಣ್ಯ ತಿಥಿ, ಅಭಿನಂದನೆಗಳು, ಹುಟ್ಟು ಮತ್ತು ಅನೇಕ ಭಾವನಾತ್ಮಕ ಶುಭಾಶಯಗಳು, ಬೇಕಾಗಿದ್ದಾರೆ, ಮಾರಾಟ, ಬಾಡಿಗೆಗೆ, ಇತ್ಯಾದಿಗಳಿಗೆ ಸಂಪರ್ಕಿಸಿ : (768, 277, 940, 351)
story2-headline: ವಿದ್ಯಾರ್ಥಿಗಳಲ್ಲಿ ಅದ್ಬುತವಾದ ಜ್ಞಾನವಿದೆ ಅದನ್ನು ಸದುಪಯೋಗ ಪಡಿಸಿಕೊಳ್ಳಿ : ಕಲ್ಲೇಶ ಬಿ (32, 548, 732, 577)
story3-col3: ಕೇಂದ್ರ, ಕೊಪ್ಪಳ :08539-225070, ತಾಲ್ಲೂಕು ಅಲ್ಪಸಂಖ್ಯಾತರ ಮಾಹಿತಿ ಕೇಂದ್ರಗಳಾದ ಗಂಗಾವತಿ :08533-230027, 9972524670 ಕುಷ್ಟಗಿ :8861610578 ಹಾಗೂ ಯಲಬುರ್ಗಾ :8095191406, ಇಲ್ಲಿಗೆ ಸಂಪರ್ಕಿಸಬಹುದು ಎಂದು ಕೊಪ್ಪಳ ಅಲ್ಪಸಂಖ್ಯಾತರ ಕಲ್ಯಾಣ ಇಲಾಖೆಯ ಜಿಲ್ಲಾ ಅಧಿಕಾರಿ ಅವರು ಪ್ರಕಟಣೆಯಲ್ಲಿ ತಿಳಿಸಿದ್ದಾರೆ. (320, 968, 476, 1068)
weather-row: ಶನಿ : ಗರಿಷ್ಠ : 40°, ಕನಿಷ್ಠ : 26° (766, 597, 942, 610)
whatsapp-2: 99802 81752 (795, 490, 913, 510)
whatsapp-1: 94484 41484 (795, 471, 913, 491)
page-header (0, 0, 945, 39)
divider (8, 545, 758, 547)
